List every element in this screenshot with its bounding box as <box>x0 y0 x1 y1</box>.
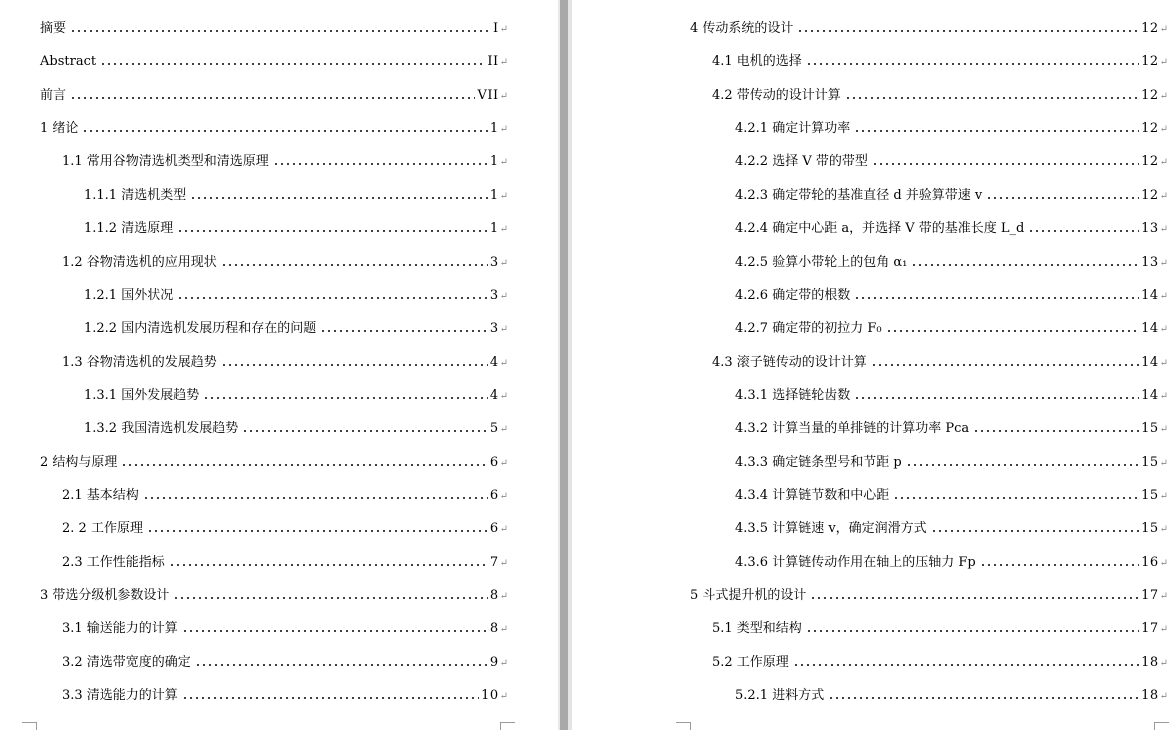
toc-entry-page-number: 15 <box>1141 487 1159 503</box>
paragraph-mark-icon: ↵ <box>499 691 508 702</box>
toc-entry-title: Abstract <box>40 54 97 70</box>
dot-leader <box>320 330 488 332</box>
toc-entry[interactable] <box>62 548 508 570</box>
dot-leader <box>911 264 1139 266</box>
toc-entry-page-number: 4 <box>489 354 499 370</box>
toc-entry-page-number: 15 <box>1141 521 1159 537</box>
toc-entry-title: 1.3.1 国外发展趋势 <box>84 387 200 403</box>
toc-entry[interactable] <box>62 648 508 670</box>
paragraph-mark-icon: ↵ <box>1159 124 1168 136</box>
toc-entry-page-number: 13 <box>1141 221 1159 237</box>
toc-entry-page-number: 7 <box>489 554 499 570</box>
paragraph-mark-icon: ↵ <box>499 290 508 302</box>
paragraph-mark-icon: ↵ <box>1159 224 1168 236</box>
toc-entry-page-number: 12 <box>1141 54 1159 70</box>
dot-leader <box>195 664 488 666</box>
toc-entry[interactable] <box>84 181 508 203</box>
paragraph-mark-icon: ↵ <box>499 224 508 236</box>
toc-entry[interactable] <box>40 14 508 36</box>
dot-leader <box>854 130 1139 132</box>
toc-entry[interactable] <box>735 281 1168 303</box>
dot-leader <box>886 330 1139 332</box>
toc-entry[interactable] <box>735 481 1168 503</box>
dot-leader <box>242 430 488 432</box>
paragraph-mark-icon: ↵ <box>1159 657 1168 669</box>
paragraph-mark-icon: ↵ <box>1159 390 1168 402</box>
toc-entry-title: 5 斗式提升机的设计 <box>690 588 807 603</box>
paragraph-mark-icon: ↵ <box>499 524 508 536</box>
crop-mark <box>676 722 691 730</box>
toc-entry[interactable] <box>84 381 508 403</box>
dot-leader <box>980 564 1139 566</box>
toc-entry[interactable] <box>62 614 508 636</box>
toc-entry-page-number: 1 <box>489 221 499 237</box>
toc-entry-title: 4.3.4 计算链节数和中心距 <box>735 487 890 503</box>
toc-entry-page-number: 14 <box>1141 321 1159 337</box>
dot-leader <box>221 364 488 366</box>
toc-page-left <box>0 0 558 730</box>
dot-leader <box>70 97 475 99</box>
toc-entry[interactable] <box>40 581 508 603</box>
toc-entry[interactable] <box>62 248 508 270</box>
toc-entry-page-number: 8 <box>489 621 499 637</box>
toc-entry-page-number: 17 <box>1141 621 1159 637</box>
toc-entry-title: 4.3 滚子链传动的设计计算 <box>712 354 867 370</box>
paragraph-mark-icon: ↵ <box>1159 457 1168 469</box>
paragraph-mark-icon: ↵ <box>499 124 508 136</box>
toc-entry-title: 4.2.3 确定带轮的基准直径 d 并验算带速 v <box>735 187 983 203</box>
dot-leader <box>147 530 488 532</box>
dot-leader <box>793 664 1139 666</box>
toc-entry-title: 4.2 带传动的设计计算 <box>712 87 841 103</box>
toc-entry-title: 4.3.1 选择链轮齿数 <box>735 387 851 403</box>
toc-entry-page-number: 1 <box>489 121 499 137</box>
dot-leader <box>190 197 488 199</box>
dot-leader <box>906 464 1139 466</box>
toc-entry[interactable] <box>735 214 1168 236</box>
toc-entry-page-number: 6 <box>489 521 499 537</box>
toc-entry-title: 5.2.1 进料方式 <box>735 688 825 703</box>
dot-leader <box>854 397 1139 399</box>
toc-entry-title: 2.1 基本结构 <box>62 487 139 503</box>
dot-leader <box>1028 230 1139 232</box>
toc-entry-page-number: 12 <box>1141 87 1159 103</box>
toc-entry-page-number: 14 <box>1141 387 1159 403</box>
crop-mark <box>1154 722 1169 730</box>
toc-entry-page-number: 16 <box>1141 554 1159 570</box>
paragraph-mark-icon: ↵ <box>1159 24 1168 35</box>
dot-leader <box>973 430 1139 432</box>
toc-entry[interactable] <box>62 481 508 503</box>
toc-entry[interactable] <box>62 348 508 370</box>
toc-entry-page-number: 3 <box>489 287 499 303</box>
toc-entry-title: 4.2.7 确定带的初拉力 F₀ <box>735 321 882 337</box>
toc-entry-page-number: 15 <box>1141 454 1159 470</box>
paragraph-mark-icon: ↵ <box>1159 324 1168 336</box>
dot-leader <box>854 297 1139 299</box>
dot-leader <box>872 163 1139 165</box>
toc-entry-title: 1 绪论 <box>40 121 79 137</box>
toc-entry-title: 2. 2 工作原理 <box>62 521 143 537</box>
toc-entry-page-number: 17 <box>1141 588 1159 603</box>
toc-entry-title: 3.3 清选能力的计算 <box>62 688 178 703</box>
paragraph-mark-icon: ↵ <box>1159 524 1168 536</box>
toc-entry-title: 4.3.2 计算当量的单排链的计算功率 Pca <box>735 421 970 437</box>
toc-entry[interactable] <box>62 681 508 703</box>
paragraph-mark-icon: ↵ <box>499 424 508 436</box>
toc-entry[interactable] <box>712 648 1168 670</box>
paragraph-mark-icon: ↵ <box>1159 290 1168 302</box>
toc-entry-title: 5.2 工作原理 <box>712 654 789 670</box>
toc-entry[interactable] <box>735 548 1168 570</box>
toc-entry-page-number: I <box>492 21 499 36</box>
toc-entry[interactable] <box>40 47 508 69</box>
toc-entry-title: 1.3 谷物清选机的发展趋势 <box>62 354 217 370</box>
toc-entry-page-number: 3 <box>489 321 499 337</box>
toc-entry-title: 4.2.1 确定计算功率 <box>735 121 851 137</box>
dot-leader <box>221 264 488 266</box>
toc-entry-title: 3 带选分级机参数设计 <box>40 588 170 603</box>
toc-entry-title: 1.1 常用谷物清选机类型和清选原理 <box>62 154 269 170</box>
paragraph-mark-icon: ↵ <box>1159 257 1168 269</box>
toc-entry-page-number: 8 <box>489 588 499 603</box>
toc-entry[interactable] <box>735 514 1168 536</box>
paragraph-mark-icon: ↵ <box>499 490 508 502</box>
toc-entry-page-number: 15 <box>1141 421 1159 437</box>
dot-leader <box>810 597 1139 599</box>
toc-entry[interactable] <box>84 214 508 236</box>
paragraph-mark-icon: ↵ <box>499 557 508 569</box>
paragraph-mark-icon: ↵ <box>1159 57 1168 69</box>
paragraph-mark-icon: ↵ <box>499 157 508 169</box>
toc-entry-page-number: 1 <box>489 154 499 170</box>
toc-entry-page-number: II <box>487 54 499 70</box>
page-gutter <box>558 0 572 730</box>
crop-mark <box>500 722 515 730</box>
toc-entry-title: 4.2.2 选择 V 带的带型 <box>735 154 868 170</box>
toc-entry[interactable] <box>735 147 1168 169</box>
paragraph-mark-icon: ↵ <box>499 90 508 102</box>
paragraph-mark-icon: ↵ <box>1159 424 1168 436</box>
toc-entry-page-number: 12 <box>1141 187 1159 203</box>
toc-entry-title: 5.1 类型和结构 <box>712 621 802 637</box>
toc-entry-page-number: 10 <box>481 688 499 703</box>
toc-entry-title: 4.2.4 确定中心距 a，并选择 V 带的基准长度 L_d <box>735 221 1025 237</box>
toc-entry[interactable] <box>84 314 508 336</box>
toc-entry-title: 4.2.5 验算小带轮上的包角 α₁ <box>735 254 908 270</box>
toc-entry-title: 4.3.3 确定链条型号和节距 p <box>735 454 902 470</box>
toc-entry[interactable] <box>735 381 1168 403</box>
dot-leader <box>797 30 1139 32</box>
toc-entry[interactable] <box>712 614 1168 636</box>
toc-entry[interactable] <box>712 47 1168 69</box>
toc-entry[interactable] <box>62 514 508 536</box>
toc-entry[interactable] <box>735 181 1168 203</box>
paragraph-mark-icon: ↵ <box>1159 557 1168 569</box>
dot-leader <box>828 697 1139 699</box>
paragraph-mark-icon: ↵ <box>1159 157 1168 169</box>
toc-entry-page-number: 6 <box>489 487 499 503</box>
toc-entry[interactable] <box>40 114 508 136</box>
toc-entry[interactable] <box>712 348 1168 370</box>
toc-entry[interactable] <box>40 448 508 470</box>
toc-entry-title: 3.1 输送能力的计算 <box>62 621 178 637</box>
dot-leader <box>203 397 488 399</box>
toc-entry-title: 3.2 清选带宽度的确定 <box>62 654 191 670</box>
dot-leader <box>70 30 491 32</box>
toc-entry[interactable] <box>84 281 508 303</box>
paragraph-mark-icon: ↵ <box>499 657 508 669</box>
dot-leader <box>82 130 487 132</box>
dot-leader <box>806 630 1139 632</box>
dot-leader <box>871 364 1139 366</box>
paragraph-mark-icon: ↵ <box>1159 691 1168 702</box>
dot-leader <box>177 230 488 232</box>
toc-entry[interactable] <box>735 681 1168 703</box>
toc-entry-title: 摘要 <box>40 21 67 36</box>
toc-entry[interactable] <box>40 81 508 103</box>
dot-leader <box>273 163 488 165</box>
toc-entry-title: 1.2.1 国外状况 <box>84 287 174 303</box>
toc-entry[interactable] <box>735 248 1168 270</box>
toc-entry-page-number: 13 <box>1141 254 1159 270</box>
toc-entry-page-number: 14 <box>1141 287 1159 303</box>
toc-entry[interactable] <box>712 81 1168 103</box>
dot-leader <box>931 530 1139 532</box>
toc-entry-title: 4.3.5 计算链速 v，确定润滑方式 <box>735 521 927 537</box>
dot-leader <box>845 97 1139 99</box>
toc-entry-title: 1.1.2 清选原理 <box>84 221 174 237</box>
toc-entry[interactable] <box>735 448 1168 470</box>
dot-leader <box>893 497 1139 499</box>
dot-leader <box>100 63 485 65</box>
toc-entry-title: 1.2 谷物清选机的应用现状 <box>62 254 217 270</box>
toc-entry-page-number: 1 <box>489 187 499 203</box>
paragraph-mark-icon: ↵ <box>1159 190 1168 202</box>
paragraph-mark-icon: ↵ <box>1159 591 1168 602</box>
toc-entry-page-number: 5 <box>489 421 499 437</box>
toc-entry-title: 1.3.2 我国清选机发展趋势 <box>84 421 239 437</box>
toc-entry-page-number: 3 <box>489 254 499 270</box>
toc-entry[interactable] <box>62 147 508 169</box>
toc-entry-title: 4.1 电机的选择 <box>712 54 802 70</box>
paragraph-mark-icon: ↵ <box>499 591 508 602</box>
toc-entry-title: 4 传动系统的设计 <box>690 21 794 36</box>
paragraph-mark-icon: ↵ <box>499 324 508 336</box>
toc-entry-title: 前言 <box>40 87 67 103</box>
toc-entry-page-number: 4 <box>489 387 499 403</box>
dot-leader <box>177 297 488 299</box>
toc-entry-page-number: 9 <box>489 654 499 670</box>
toc-entry[interactable] <box>84 414 508 436</box>
paragraph-mark-icon: ↵ <box>499 357 508 369</box>
paragraph-mark-icon: ↵ <box>499 24 508 35</box>
dot-leader <box>121 464 487 466</box>
paragraph-mark-icon: ↵ <box>499 57 508 69</box>
dot-leader <box>143 497 488 499</box>
toc-entry[interactable] <box>735 314 1168 336</box>
paragraph-mark-icon: ↵ <box>499 457 508 469</box>
toc-page-right <box>572 0 1170 730</box>
paragraph-mark-icon: ↵ <box>499 390 508 402</box>
paragraph-mark-icon: ↵ <box>499 624 508 636</box>
toc-entry-title: 4.3.6 计算链传动作用在轴上的压轴力 Fp <box>735 554 976 570</box>
dot-leader <box>182 630 488 632</box>
dot-leader <box>986 197 1139 199</box>
toc-entry-title: 4.2.6 确定带的根数 <box>735 287 851 303</box>
dot-leader <box>169 564 488 566</box>
toc-entry-page-number: 18 <box>1141 654 1159 670</box>
toc-entry-page-number: 18 <box>1141 688 1159 703</box>
toc-entry-title: 2.3 工作性能指标 <box>62 554 165 570</box>
paragraph-mark-icon: ↵ <box>499 190 508 202</box>
dot-leader <box>806 63 1139 65</box>
toc-entry[interactable] <box>690 14 1168 36</box>
toc-entry-page-number: VII <box>477 87 499 103</box>
toc-entry-page-number: 12 <box>1141 121 1159 137</box>
toc-entry-page-number: 14 <box>1141 354 1159 370</box>
toc-entry-page-number: 12 <box>1141 21 1159 36</box>
toc-entry-title: 2 结构与原理 <box>40 454 118 470</box>
toc-entry-title: 1.1.1 清选机类型 <box>84 187 187 203</box>
toc-entry[interactable] <box>735 414 1168 436</box>
toc-entry-title: 1.2.2 国内清选机发展历程和存在的问题 <box>84 321 317 337</box>
paragraph-mark-icon: ↵ <box>499 257 508 269</box>
paragraph-mark-icon: ↵ <box>1159 90 1168 102</box>
dot-leader <box>182 697 479 699</box>
toc-entry-page-number: 6 <box>489 454 499 470</box>
paragraph-mark-icon: ↵ <box>1159 357 1168 369</box>
toc-entry-page-number: 12 <box>1141 154 1159 170</box>
paragraph-mark-icon: ↵ <box>1159 624 1168 636</box>
dot-leader <box>173 597 487 599</box>
toc-entry[interactable] <box>690 581 1168 603</box>
crop-mark <box>22 722 37 730</box>
paragraph-mark-icon: ↵ <box>1159 490 1168 502</box>
toc-entry[interactable] <box>735 114 1168 136</box>
